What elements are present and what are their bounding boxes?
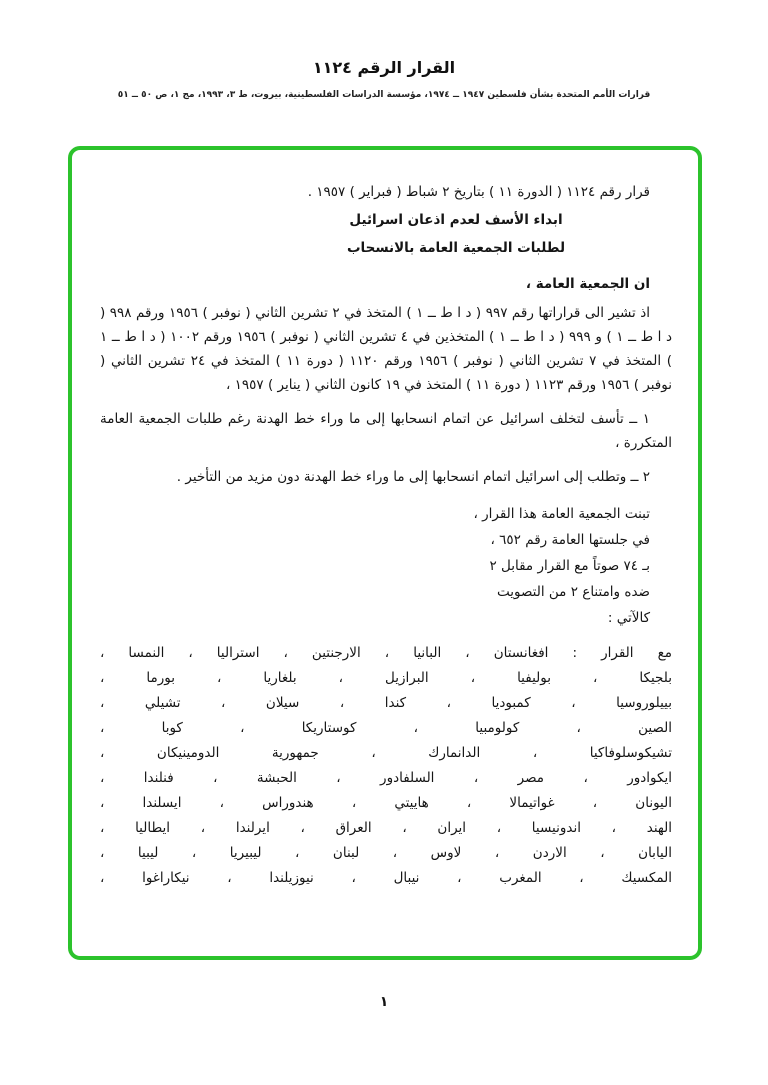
page-footer [0,994,768,1010]
operative-clause-2: ٢ ــ وتطلب إلى اسرائيل اتمام انسحابها إلى ما وراء خط الهدنة دون مزيد من التأخير . [176,469,650,485]
adoption-note-block [100,501,672,631]
page-header [0,58,768,100]
adoption-line: في جلستها العامة رقم ٦٥٢ ، [490,532,650,548]
adoption-line: تبنت الجمعية العامة هذا القرار ، [473,506,650,522]
vote-line: ايكوادور ، مصر ، السلفادور ، الحبشة ، فنلندا ، [100,770,672,786]
vote-line: بييلوروسيا ، كمبوديا ، كندا ، سيلان ، تشيلي ، [100,695,672,711]
green-highlight-box [68,146,702,960]
vote-line: تشيكوسلوفاكيا ، الدانمارك ، جمهورية الدومينيكان ، [100,745,672,761]
resolution-title: القرار الرقم ١١٢٤ [312,58,456,77]
vote-line: الهند ، اندونيسيا ، ايران ، العراق ، ايرلندا ، ايطاليا ، [100,820,672,836]
resolution-intro-line: قرار رقم ١١٢٤ ( الدورة ١١ ) بتاريخ ٢ شباط ( فبراير ) ١٩٥٧ . [307,184,650,200]
vote-line: مع القرار : افغانستان ، البانيا ، الارجنتين ، استراليا ، النمسا ، [100,645,672,661]
assembly-opening-line: ان الجمعية العامة ، [525,276,650,292]
adoption-line: ضده وامتناع ٢ من التصويت [496,584,650,600]
resolution-body [72,150,698,911]
vote-line: اليابان ، الاردن ، لاوس ، لبنان ، ليبيريا ، ليبيا ، [100,845,672,861]
adoption-line: بـ ٧٤ صوتاً مع القرار مقابل ٢ [489,558,650,574]
vote-line: الصين ، كولومبيا ، كوستاريكا ، كوبا ، [100,720,672,736]
vote-line: اليونان ، غواتيمالا ، هاييتي ، هندوراس ، ايسلندا ، [100,795,672,811]
vote-line: المكسيك ، المغرب ، نيبال ، نيوزيلندا ، نيكاراغوا ، [100,870,672,886]
adoption-line: كالآتي : [607,610,650,626]
operative-clause-1: ١ ــ تأسف لتخلف اسرائيل عن اتمام انسحابها إلى ما وراء خط الهدنة رغم طلبات الجمعية العامة المتكررة ، [100,411,672,451]
resolution-subtitle-line-1: ابداء الأسف لعدم اذعان اسرائيل [349,212,563,228]
source-citation: قرارات الأمم المتحدة بشأن فلسطين ١٩٤٧ ــ ١٩٧٤، مؤسسة الدراسات الفلسطينية، بيروت، ط ٣، ١٩٩٣، مج ١، ص ٥٠ ــ ٥١ [117,90,651,100]
recital-paragraph: اذ تشير الى قراراتها رقم ٩٩٧ ( د ا ط ــ ١ ) المتخذ في ٢ تشرين الثاني ( نوفبر ) ١٩٥٦ ورقم ٩٩٨ ( د ا ط ــ ١ ) و ٩٩٩ ( د ا ط ــ ١ ) المتخذين في ٤ تشرين الثاني ( نوفبر ) ١٩٥٦ ورقم ١٠٠٢ ( د ا ط ــ ١ ) المتخذ في ٧ تشرين الثاني ( نوفبر ) ١٩٥٦ ورقم ١١٢٠ ( دورة ١١ ) المتخذ في ٢٤ تشرين الثاني ( نوفبر ) ١٩٥٦ ورقم ١١٢٣ ( دورة ١١ ) المتخذ في ١٩ كانون الثاني ( يناير ) ١٩٥٧ ، [100,305,673,393]
resolution-subtitle-line-2: لطلبات الجمعية العامة بالانسحاب [346,240,566,256]
vote-line: بلجيكا ، بوليفيا ، البرازيل ، بلغاريا ، بورما ، [100,670,672,686]
page-number: ١ [379,994,389,1010]
vote-for-list [100,641,672,891]
